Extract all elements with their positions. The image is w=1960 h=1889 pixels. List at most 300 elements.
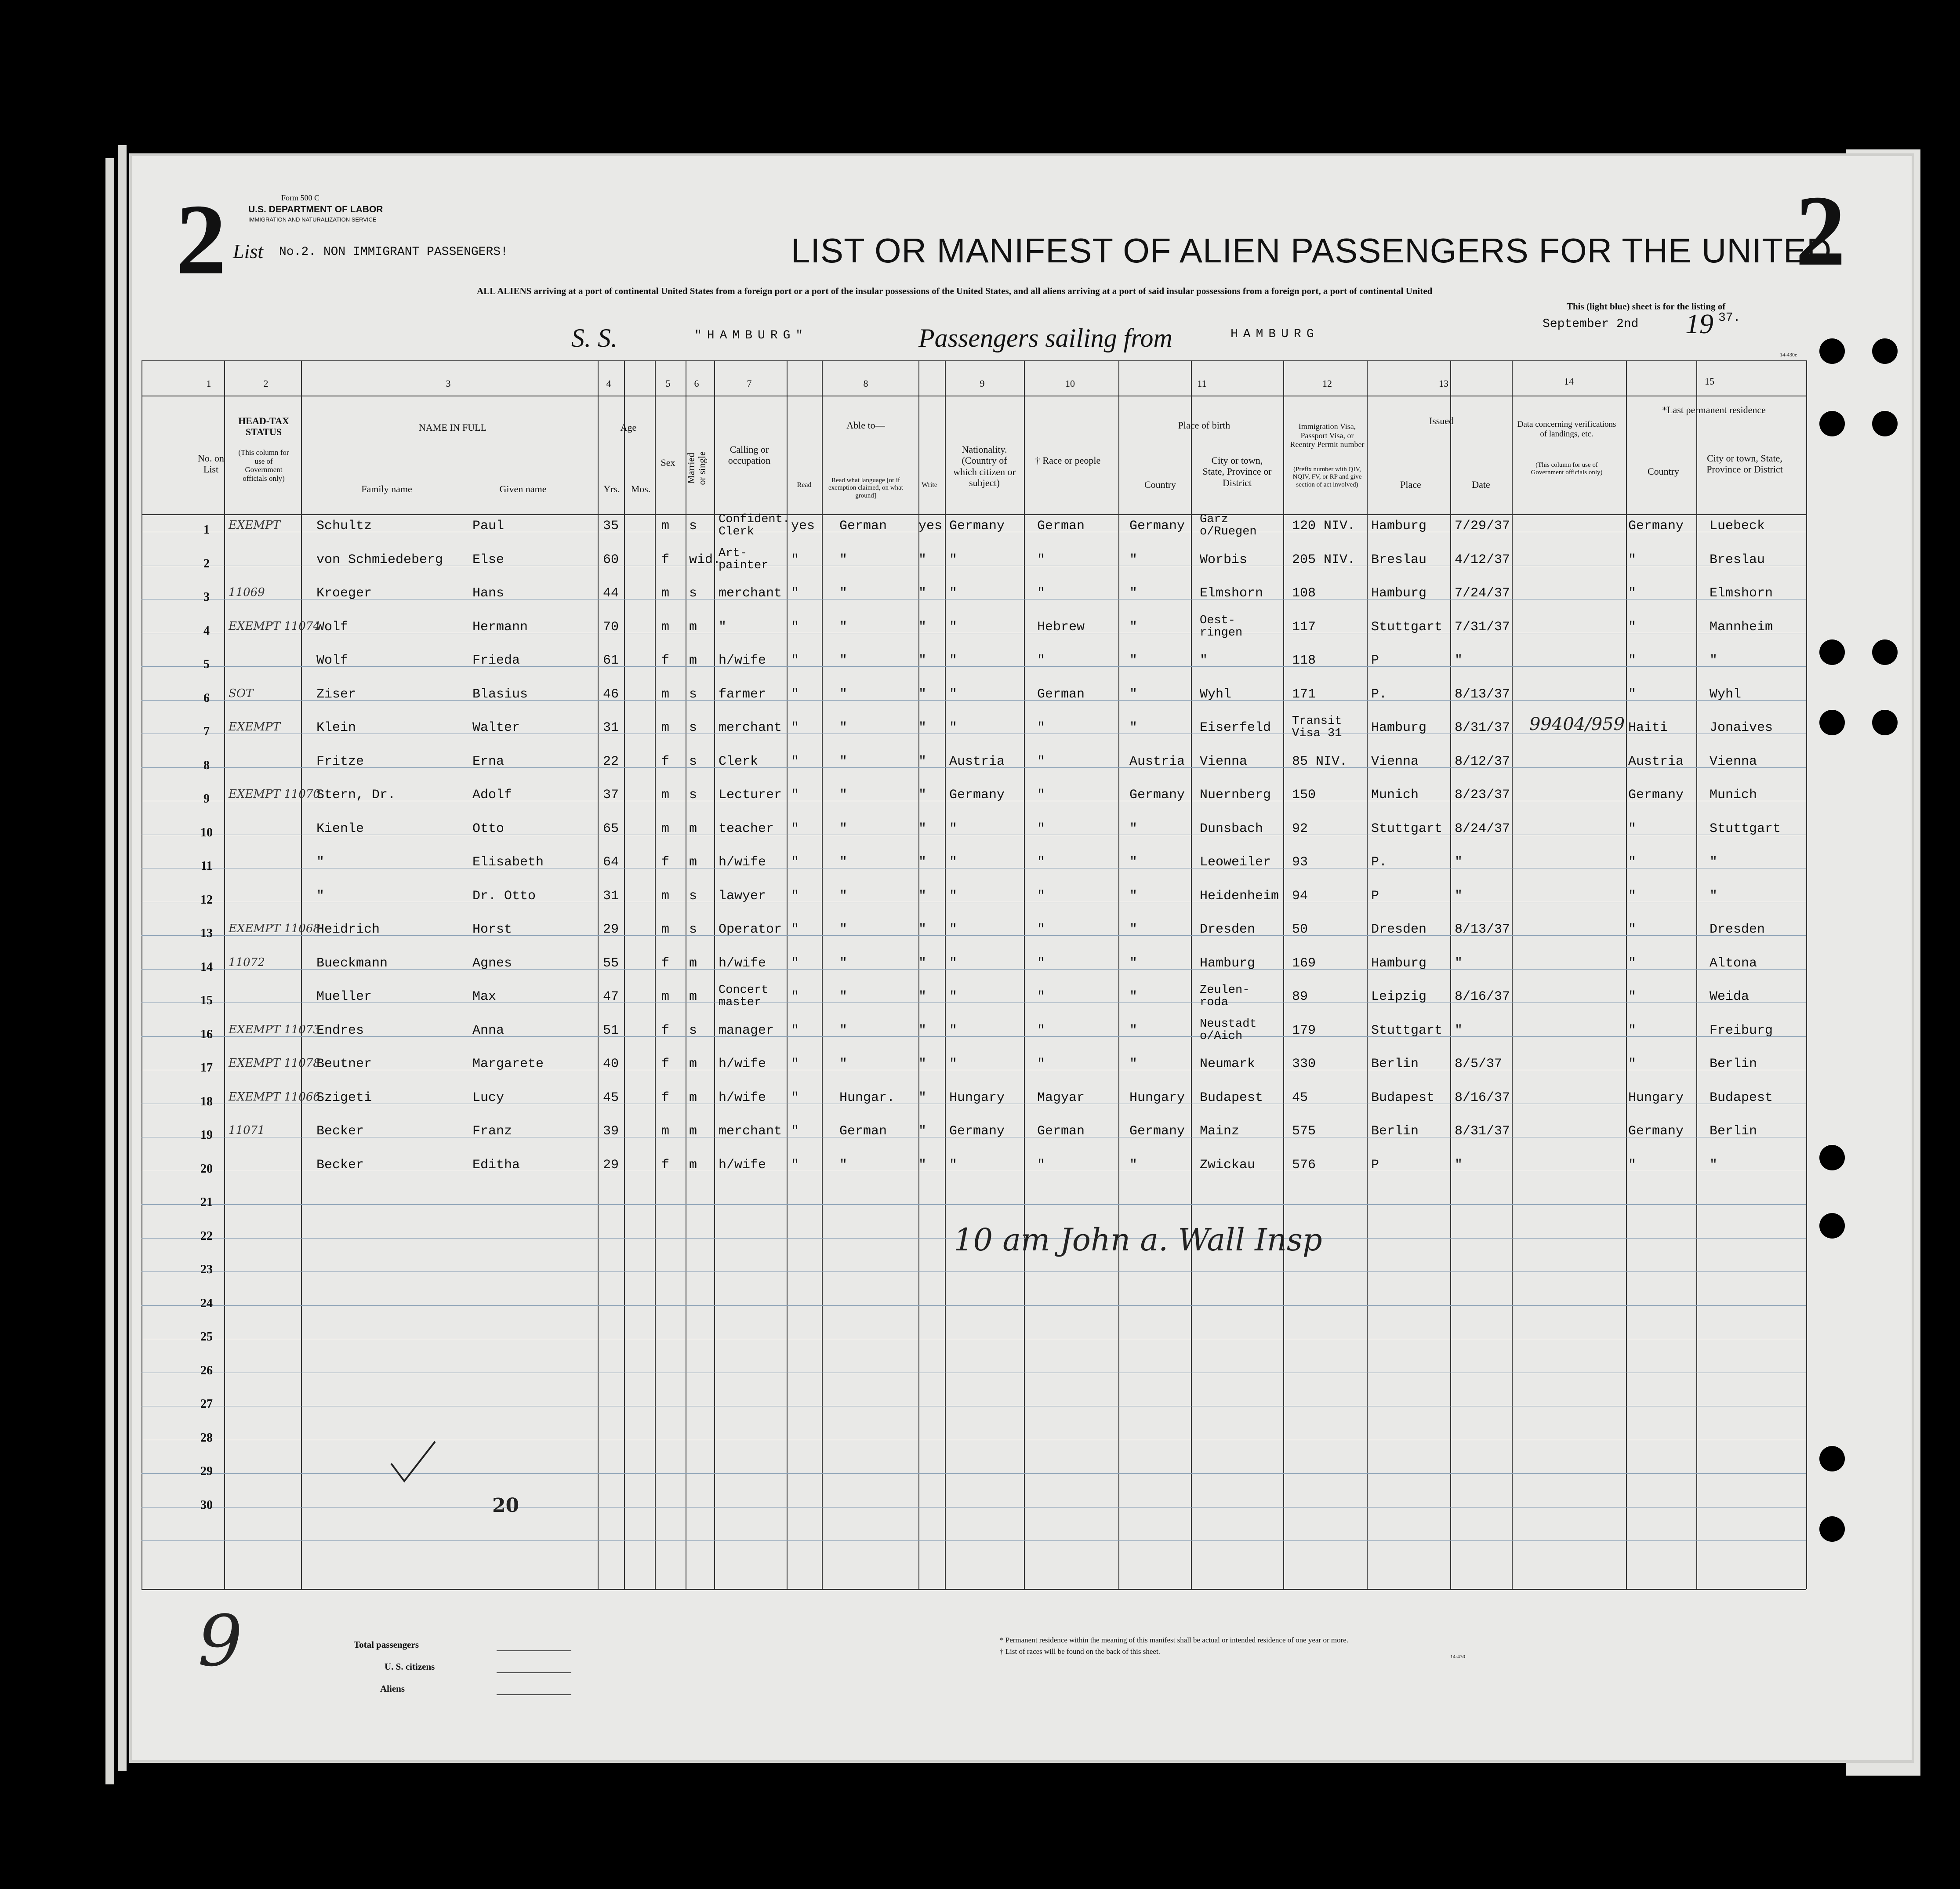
- row-number: 15: [200, 994, 213, 1007]
- family-name-cell: Bueckmann: [316, 955, 388, 971]
- subtitle-2: This (light blue) sheet is for the listing of: [1567, 301, 1726, 312]
- row-number: 22: [200, 1229, 213, 1243]
- family-name-cell: Kienle: [316, 821, 364, 836]
- birth-city-cell: Leoweiler: [1200, 855, 1271, 870]
- sailing-label: Passengers sailing from: [918, 323, 1172, 352]
- marital-cell: m: [689, 821, 697, 836]
- visa-cell: 179: [1292, 1023, 1316, 1038]
- birth-country-cell: ": [1129, 1023, 1138, 1038]
- head-tax-cell: SOT: [229, 687, 254, 700]
- marital-cell: s: [689, 1023, 697, 1038]
- grid-column-line: [1367, 360, 1368, 1589]
- given-name-cell: Paul: [472, 519, 505, 534]
- issued-date-cell: 7/31/37: [1455, 619, 1510, 635]
- write-cell: ": [918, 1124, 927, 1139]
- visa-cell: 171: [1292, 687, 1316, 702]
- write-cell: ": [918, 1090, 927, 1105]
- family-name-cell: Beutner: [316, 1057, 372, 1072]
- birth-city-cell: Dunsbach: [1200, 821, 1263, 836]
- occupation-cell: Clerk: [719, 754, 759, 769]
- residence-country-cell: ": [1628, 922, 1637, 937]
- list-value: No.2. NON IMMIGRANT PASSENGERS!: [279, 245, 508, 259]
- age-cell: 55: [603, 955, 619, 971]
- race-cell: ": [1037, 720, 1045, 735]
- col-num-1: 1: [206, 378, 211, 389]
- punch-hole: [1819, 1446, 1845, 1471]
- write-cell: ": [918, 586, 927, 601]
- residence-country-cell: ": [1628, 1057, 1637, 1072]
- head-tax-cell: 11071: [229, 1124, 265, 1137]
- given-name-cell: Walter: [472, 720, 520, 735]
- grid-column-line: [1283, 360, 1284, 1589]
- footer-total-line: [497, 1650, 571, 1651]
- head-tax-cell: EXEMPT 11074: [229, 619, 320, 633]
- birth-city-cell: Heidenheim: [1200, 888, 1279, 904]
- read-cell: yes: [791, 519, 815, 534]
- header-sex: Sex: [661, 457, 675, 468]
- read-cell: ": [791, 955, 799, 971]
- given-name-cell: Dr. Otto: [472, 888, 536, 904]
- grid-column-line: [224, 360, 225, 1589]
- read-cell: ": [791, 855, 799, 870]
- issued-place-cell: Berlin: [1371, 1057, 1419, 1072]
- language-cell: ": [839, 586, 848, 601]
- issued-date-cell: ": [1455, 855, 1463, 870]
- issued-date-cell: 8/23/37: [1455, 788, 1510, 803]
- row-number: 12: [200, 893, 213, 907]
- birth-country-cell: Hungary: [1129, 1090, 1185, 1105]
- grid-column-line: [1806, 360, 1807, 1589]
- row-number: 30: [200, 1498, 213, 1512]
- grid-row-line: [142, 1036, 1806, 1037]
- issued-date-cell: ": [1455, 653, 1463, 668]
- family-name-cell: Klein: [316, 720, 356, 735]
- col-num-3: 3: [446, 378, 451, 389]
- nationality-cell: Germany: [949, 788, 1005, 803]
- occupation-cell: h/wife: [719, 653, 766, 668]
- row-number: 9: [203, 792, 210, 806]
- age-cell: 46: [603, 687, 619, 702]
- given-name-cell: Frieda: [472, 653, 520, 668]
- sex-cell: f: [661, 552, 670, 567]
- head-tax-cell: EXEMPT 11070: [229, 788, 320, 801]
- birth-city-cell: Budapest: [1200, 1090, 1263, 1105]
- birth-city-cell: Hamburg: [1200, 955, 1256, 971]
- nationality-cell: ": [949, 586, 958, 601]
- family-name-cell: Heidrich: [316, 922, 380, 937]
- residence-city-cell: Mannheim: [1710, 619, 1773, 635]
- footer-note-2: † List of races will be found on the back of this sheet.: [1000, 1647, 1160, 1656]
- nationality-cell: ": [949, 1023, 958, 1038]
- issued-date-cell: 8/24/37: [1455, 821, 1510, 836]
- language-cell: ": [839, 687, 848, 702]
- nationality-cell: ": [949, 653, 958, 668]
- race-cell: ": [1037, 586, 1045, 601]
- residence-country-cell: ": [1628, 855, 1637, 870]
- row-number: 18: [200, 1094, 213, 1108]
- ss-label: S. S.: [571, 323, 617, 352]
- residence-city-cell: ": [1710, 855, 1718, 870]
- row-number: 19: [200, 1128, 213, 1142]
- age-cell: 45: [603, 1090, 619, 1105]
- residence-city-cell: Stuttgart: [1710, 821, 1781, 836]
- birth-country-cell: ": [1129, 1157, 1138, 1173]
- issued-place-cell: Stuttgart: [1371, 1023, 1443, 1038]
- visa-cell: 150: [1292, 788, 1316, 803]
- row-number: 26: [200, 1363, 213, 1377]
- visa-cell: 118: [1292, 653, 1316, 668]
- birth-country-cell: ": [1129, 552, 1138, 567]
- residence-city-cell: ": [1710, 888, 1718, 904]
- residence-country-cell: ": [1628, 1023, 1637, 1038]
- issued-date-cell: ": [1455, 1157, 1463, 1173]
- col-num-12: 12: [1322, 378, 1332, 389]
- age-cell: 61: [603, 653, 619, 668]
- read-cell: ": [791, 922, 799, 937]
- occupation-cell: Confident. Clerk: [719, 513, 790, 538]
- write-cell: ": [918, 1023, 927, 1038]
- head-tax-cell: EXEMPT 11066: [229, 1090, 320, 1104]
- birth-city-cell: Zwickau: [1200, 1157, 1256, 1173]
- residence-city-cell: Luebeck: [1710, 519, 1765, 534]
- race-cell: German: [1037, 687, 1085, 702]
- grid-row-line: [142, 1507, 1806, 1508]
- row-number: 14: [200, 960, 213, 974]
- residence-city-cell: Weida: [1710, 989, 1749, 1004]
- visa-cell: Transit Visa 31: [1292, 715, 1342, 740]
- birth-city-cell: ": [1200, 653, 1208, 668]
- residence-city-cell: Freiburg: [1710, 1023, 1773, 1038]
- header-nationality: Nationality. (Country of which citizen or subject): [953, 444, 1016, 488]
- residence-city-cell: Dresden: [1710, 922, 1765, 937]
- page-number-right: 2: [1795, 174, 1846, 287]
- language-cell: ": [839, 552, 848, 567]
- visa-cell: 575: [1292, 1124, 1316, 1139]
- occupation-cell: merchant: [719, 586, 782, 601]
- row-number: 8: [203, 758, 210, 772]
- race-cell: ": [1037, 754, 1045, 769]
- grid-row-line: [142, 1540, 1806, 1541]
- nationality-cell: ": [949, 687, 958, 702]
- visa-cell: 108: [1292, 586, 1316, 601]
- read-cell: ": [791, 720, 799, 735]
- grid-row-line: [142, 1271, 1806, 1272]
- nationality-cell: Hungary: [949, 1090, 1005, 1105]
- issued-place-cell: Hamburg: [1371, 586, 1427, 601]
- sex-cell: f: [661, 754, 670, 769]
- grid-column-line: [1191, 360, 1192, 1589]
- occupation-cell: Concert master: [719, 984, 769, 1009]
- age-cell: 64: [603, 855, 619, 870]
- birth-city-cell: Zeulen- roda: [1200, 984, 1250, 1009]
- family-name-cell: von Schmiedeberg: [316, 552, 443, 567]
- read-cell: ": [791, 552, 799, 567]
- sex-cell: f: [661, 653, 670, 668]
- occupation-cell: lawyer: [719, 888, 766, 904]
- row-number: 24: [200, 1296, 213, 1310]
- visa-cell: 92: [1292, 821, 1308, 836]
- birth-country-cell: ": [1129, 687, 1138, 702]
- sex-cell: m: [661, 989, 670, 1004]
- footer-citizens: U. S. citizens: [385, 1661, 435, 1672]
- age-cell: 22: [603, 754, 619, 769]
- residence-city-cell: Jonaives: [1710, 720, 1773, 735]
- birth-country-cell: Germany: [1129, 519, 1185, 534]
- write-cell: ": [918, 888, 927, 904]
- grid-column-line: [945, 360, 946, 1589]
- head-tax-cell: EXEMPT: [229, 720, 280, 734]
- write-cell: ": [918, 619, 927, 635]
- issued-place-cell: Breslau: [1371, 552, 1427, 567]
- issued-place-cell: Leipzig: [1371, 989, 1427, 1004]
- row-number: 6: [203, 691, 210, 705]
- issued-date-cell: 8/12/37: [1455, 754, 1510, 769]
- residence-city-cell: Elmshorn: [1710, 586, 1773, 601]
- birth-city-cell: Wyhl: [1200, 687, 1232, 702]
- punch-hole: [1819, 639, 1845, 665]
- residence-country-cell: ": [1628, 821, 1637, 836]
- marital-cell: m: [689, 1124, 697, 1139]
- language-cell: ": [839, 1023, 848, 1038]
- grid-column-line: [1024, 360, 1025, 1589]
- row-number: 20: [200, 1162, 213, 1176]
- age-cell: 70: [603, 619, 619, 635]
- visa-cell: 117: [1292, 619, 1316, 635]
- page-title: LIST OR MANIFEST OF ALIEN PASSENGERS FOR THE UNITED: [791, 231, 1832, 270]
- language-cell: ": [839, 922, 848, 937]
- header-able-to: Able to—: [846, 420, 885, 431]
- language-cell: ": [839, 989, 848, 1004]
- header-read: Read: [797, 481, 812, 489]
- occupation-cell: farmer: [719, 687, 766, 702]
- occupation-cell: h/wife: [719, 1090, 766, 1105]
- write-cell: ": [918, 653, 927, 668]
- col-num-15: 15: [1705, 376, 1714, 387]
- nationality-cell: ": [949, 922, 958, 937]
- nationality-cell: ": [949, 989, 958, 1004]
- given-name-cell: Max: [472, 989, 497, 1004]
- row-number: 5: [203, 658, 210, 671]
- header-read-lang: Read what language [or if exemption claimed, on what ground]: [828, 477, 903, 499]
- read-cell: ": [791, 888, 799, 904]
- age-cell: 31: [603, 888, 619, 904]
- race-cell: ": [1037, 955, 1045, 971]
- sex-cell: m: [661, 888, 670, 904]
- family-name-cell: Schultz: [316, 519, 372, 534]
- birth-country-cell: ": [1129, 821, 1138, 836]
- write-cell: ": [918, 989, 927, 1004]
- birth-city-cell: Nuernberg: [1200, 788, 1271, 803]
- header-issued: Issued: [1429, 415, 1454, 426]
- grid-row-line: [142, 666, 1806, 667]
- write-cell: yes: [918, 519, 943, 534]
- nationality-cell: ": [949, 1057, 958, 1072]
- occupation-cell: h/wife: [719, 1157, 766, 1173]
- sex-cell: m: [661, 687, 670, 702]
- write-cell: ": [918, 720, 927, 735]
- residence-city-cell: Wyhl: [1710, 687, 1742, 702]
- family-name-cell: Wolf: [316, 653, 348, 668]
- occupation-cell: h/wife: [719, 1057, 766, 1072]
- residence-city-cell: Breslau: [1710, 552, 1765, 567]
- punch-hole: [1819, 710, 1845, 735]
- occupation-cell: ": [719, 619, 727, 635]
- row-number: 29: [200, 1464, 213, 1478]
- given-name-cell: Agnes: [472, 955, 512, 971]
- issued-date-cell: 8/31/37: [1455, 1124, 1510, 1139]
- birth-country-cell: ": [1129, 922, 1138, 937]
- grid-column-line: [1512, 360, 1513, 1589]
- marital-cell: s: [689, 754, 697, 769]
- nationality-cell: ": [949, 955, 958, 971]
- birth-country-cell: ": [1129, 888, 1138, 904]
- visa-cell: 169: [1292, 955, 1316, 971]
- read-cell: ": [791, 1157, 799, 1173]
- birth-city-cell: Worbis: [1200, 552, 1248, 567]
- row-number: 4: [203, 624, 210, 638]
- check-mark: [387, 1437, 439, 1490]
- birth-country-cell: ": [1129, 720, 1138, 735]
- birth-city-cell: Mainz: [1200, 1124, 1240, 1139]
- marital-cell: m: [689, 619, 697, 635]
- read-cell: ": [791, 754, 799, 769]
- sex-cell: m: [661, 922, 670, 937]
- age-cell: 39: [603, 1124, 619, 1139]
- language-cell: ": [839, 754, 848, 769]
- footer-aliens-line: [497, 1694, 571, 1695]
- language-cell: ": [839, 955, 848, 971]
- footer-total: Total passengers: [354, 1639, 419, 1650]
- header-res-city: City or town, State, Province or District: [1706, 453, 1783, 475]
- residence-country-cell: Germany: [1628, 519, 1684, 534]
- row-number: 1: [203, 523, 210, 537]
- given-name-cell: Elisabeth: [472, 855, 544, 870]
- given-name-cell: Otto: [472, 821, 505, 836]
- read-cell: ": [791, 1124, 799, 1139]
- visa-cell: 93: [1292, 855, 1308, 870]
- row-number: 13: [200, 926, 213, 940]
- form-code: 14-430e: [1780, 352, 1797, 358]
- nationality-cell: ": [949, 1157, 958, 1173]
- issued-date-cell: 8/16/37: [1455, 1090, 1510, 1105]
- read-cell: ": [791, 1090, 799, 1105]
- issued-date-cell: 8/13/37: [1455, 687, 1510, 702]
- visa-cell: 45: [1292, 1090, 1308, 1105]
- punch-hole: [1872, 411, 1898, 436]
- header-visa-note: (Prefix number with QIV, NQIV, FV, or RP and give section of act involved): [1292, 466, 1362, 488]
- header-yrs: Yrs.: [603, 483, 620, 494]
- occupation-cell: Lecturer: [719, 788, 782, 803]
- grid-column-line: [624, 360, 625, 1589]
- birth-country-cell: ": [1129, 955, 1138, 971]
- race-cell: German: [1037, 1124, 1085, 1139]
- birth-country-cell: Austria: [1129, 754, 1185, 769]
- header-place-of-birth: Place of birth: [1178, 420, 1230, 431]
- race-cell: ": [1037, 989, 1045, 1004]
- service: IMMIGRATION AND NATURALIZATION SERVICE: [248, 216, 377, 223]
- family-name-cell: Wolf: [316, 619, 348, 635]
- marital-cell: s: [689, 922, 697, 937]
- col-num-2: 2: [263, 378, 269, 389]
- form-no: Form 500 C: [281, 193, 320, 202]
- birth-city-cell: Eiserfeld: [1200, 720, 1271, 735]
- punch-hole: [1819, 338, 1845, 364]
- visa-cell: 120 NIV.: [1292, 519, 1356, 534]
- grid-column-line: [822, 360, 823, 1589]
- grid-row-line: [142, 935, 1806, 936]
- issued-place-cell: Munich: [1371, 788, 1419, 803]
- grid-row-line: [142, 969, 1806, 970]
- residence-city-cell: Berlin: [1710, 1124, 1757, 1139]
- header-verif-note: (This column for use of Government officials only): [1531, 461, 1603, 476]
- nationality-cell: Germany: [949, 519, 1005, 534]
- age-cell: 31: [603, 720, 619, 735]
- given-name-cell: Franz: [472, 1124, 512, 1139]
- language-cell: German: [839, 1124, 887, 1139]
- grid-row-line: [142, 1305, 1806, 1306]
- birth-country-cell: ": [1129, 653, 1138, 668]
- given-name-cell: Hans: [472, 586, 505, 601]
- residence-country-cell: Germany: [1628, 1124, 1684, 1139]
- language-cell: ": [839, 720, 848, 735]
- language-cell: ": [839, 821, 848, 836]
- sailing-date: September 2nd: [1543, 317, 1639, 331]
- row-number: 23: [200, 1263, 213, 1276]
- age-cell: 60: [603, 552, 619, 567]
- write-cell: ": [918, 855, 927, 870]
- nationality-cell: ": [949, 619, 958, 635]
- head-tax-cell: EXEMPT 11078: [229, 1057, 320, 1070]
- year-prefix: 19: [1685, 308, 1713, 339]
- header-family-name: Family name: [361, 483, 412, 494]
- race-cell: ": [1037, 888, 1045, 904]
- read-cell: ": [791, 619, 799, 635]
- visa-cell: 50: [1292, 922, 1308, 937]
- marital-cell: m: [689, 1057, 697, 1072]
- punch-hole: [1819, 1213, 1845, 1239]
- family-name-cell: Kroeger: [316, 586, 372, 601]
- family-name-cell: Endres: [316, 1023, 364, 1038]
- punch-hole: [1872, 639, 1898, 665]
- marital-cell: m: [689, 653, 697, 668]
- birth-country-cell: ": [1129, 586, 1138, 601]
- grid-column-line: [1626, 360, 1627, 1589]
- age-cell: 40: [603, 1057, 619, 1072]
- age-cell: 29: [603, 922, 619, 937]
- birth-country-cell: ": [1129, 855, 1138, 870]
- head-tax-cell: EXEMPT 11073: [229, 1023, 320, 1036]
- issued-place-cell: Budapest: [1371, 1090, 1435, 1105]
- punch-hole: [1872, 710, 1898, 735]
- grid-row-line: [142, 1204, 1806, 1205]
- header-verif: Data concerning verifications of landings, etc.: [1517, 420, 1616, 439]
- issued-place-cell: P: [1371, 888, 1379, 904]
- visa-cell: 576: [1292, 1157, 1316, 1173]
- nationality-cell: ": [949, 888, 958, 904]
- port-name: HAMBURG: [1230, 327, 1319, 341]
- family-name-cell: Becker: [316, 1157, 364, 1173]
- given-name-cell: Adolf: [472, 788, 512, 803]
- inspector-signature: 10 am John a. Wall Insp: [954, 1222, 1322, 1258]
- family-name-cell: ": [316, 855, 325, 870]
- race-cell: ": [1037, 1057, 1045, 1072]
- col-num-14: 14: [1564, 376, 1574, 387]
- language-cell: German: [839, 519, 887, 534]
- marital-cell: m: [689, 955, 697, 971]
- residence-country-cell: ": [1628, 1157, 1637, 1173]
- given-name-cell: Else: [472, 552, 505, 567]
- header-head-tax-note: (This column for use of Government officials only): [238, 448, 289, 483]
